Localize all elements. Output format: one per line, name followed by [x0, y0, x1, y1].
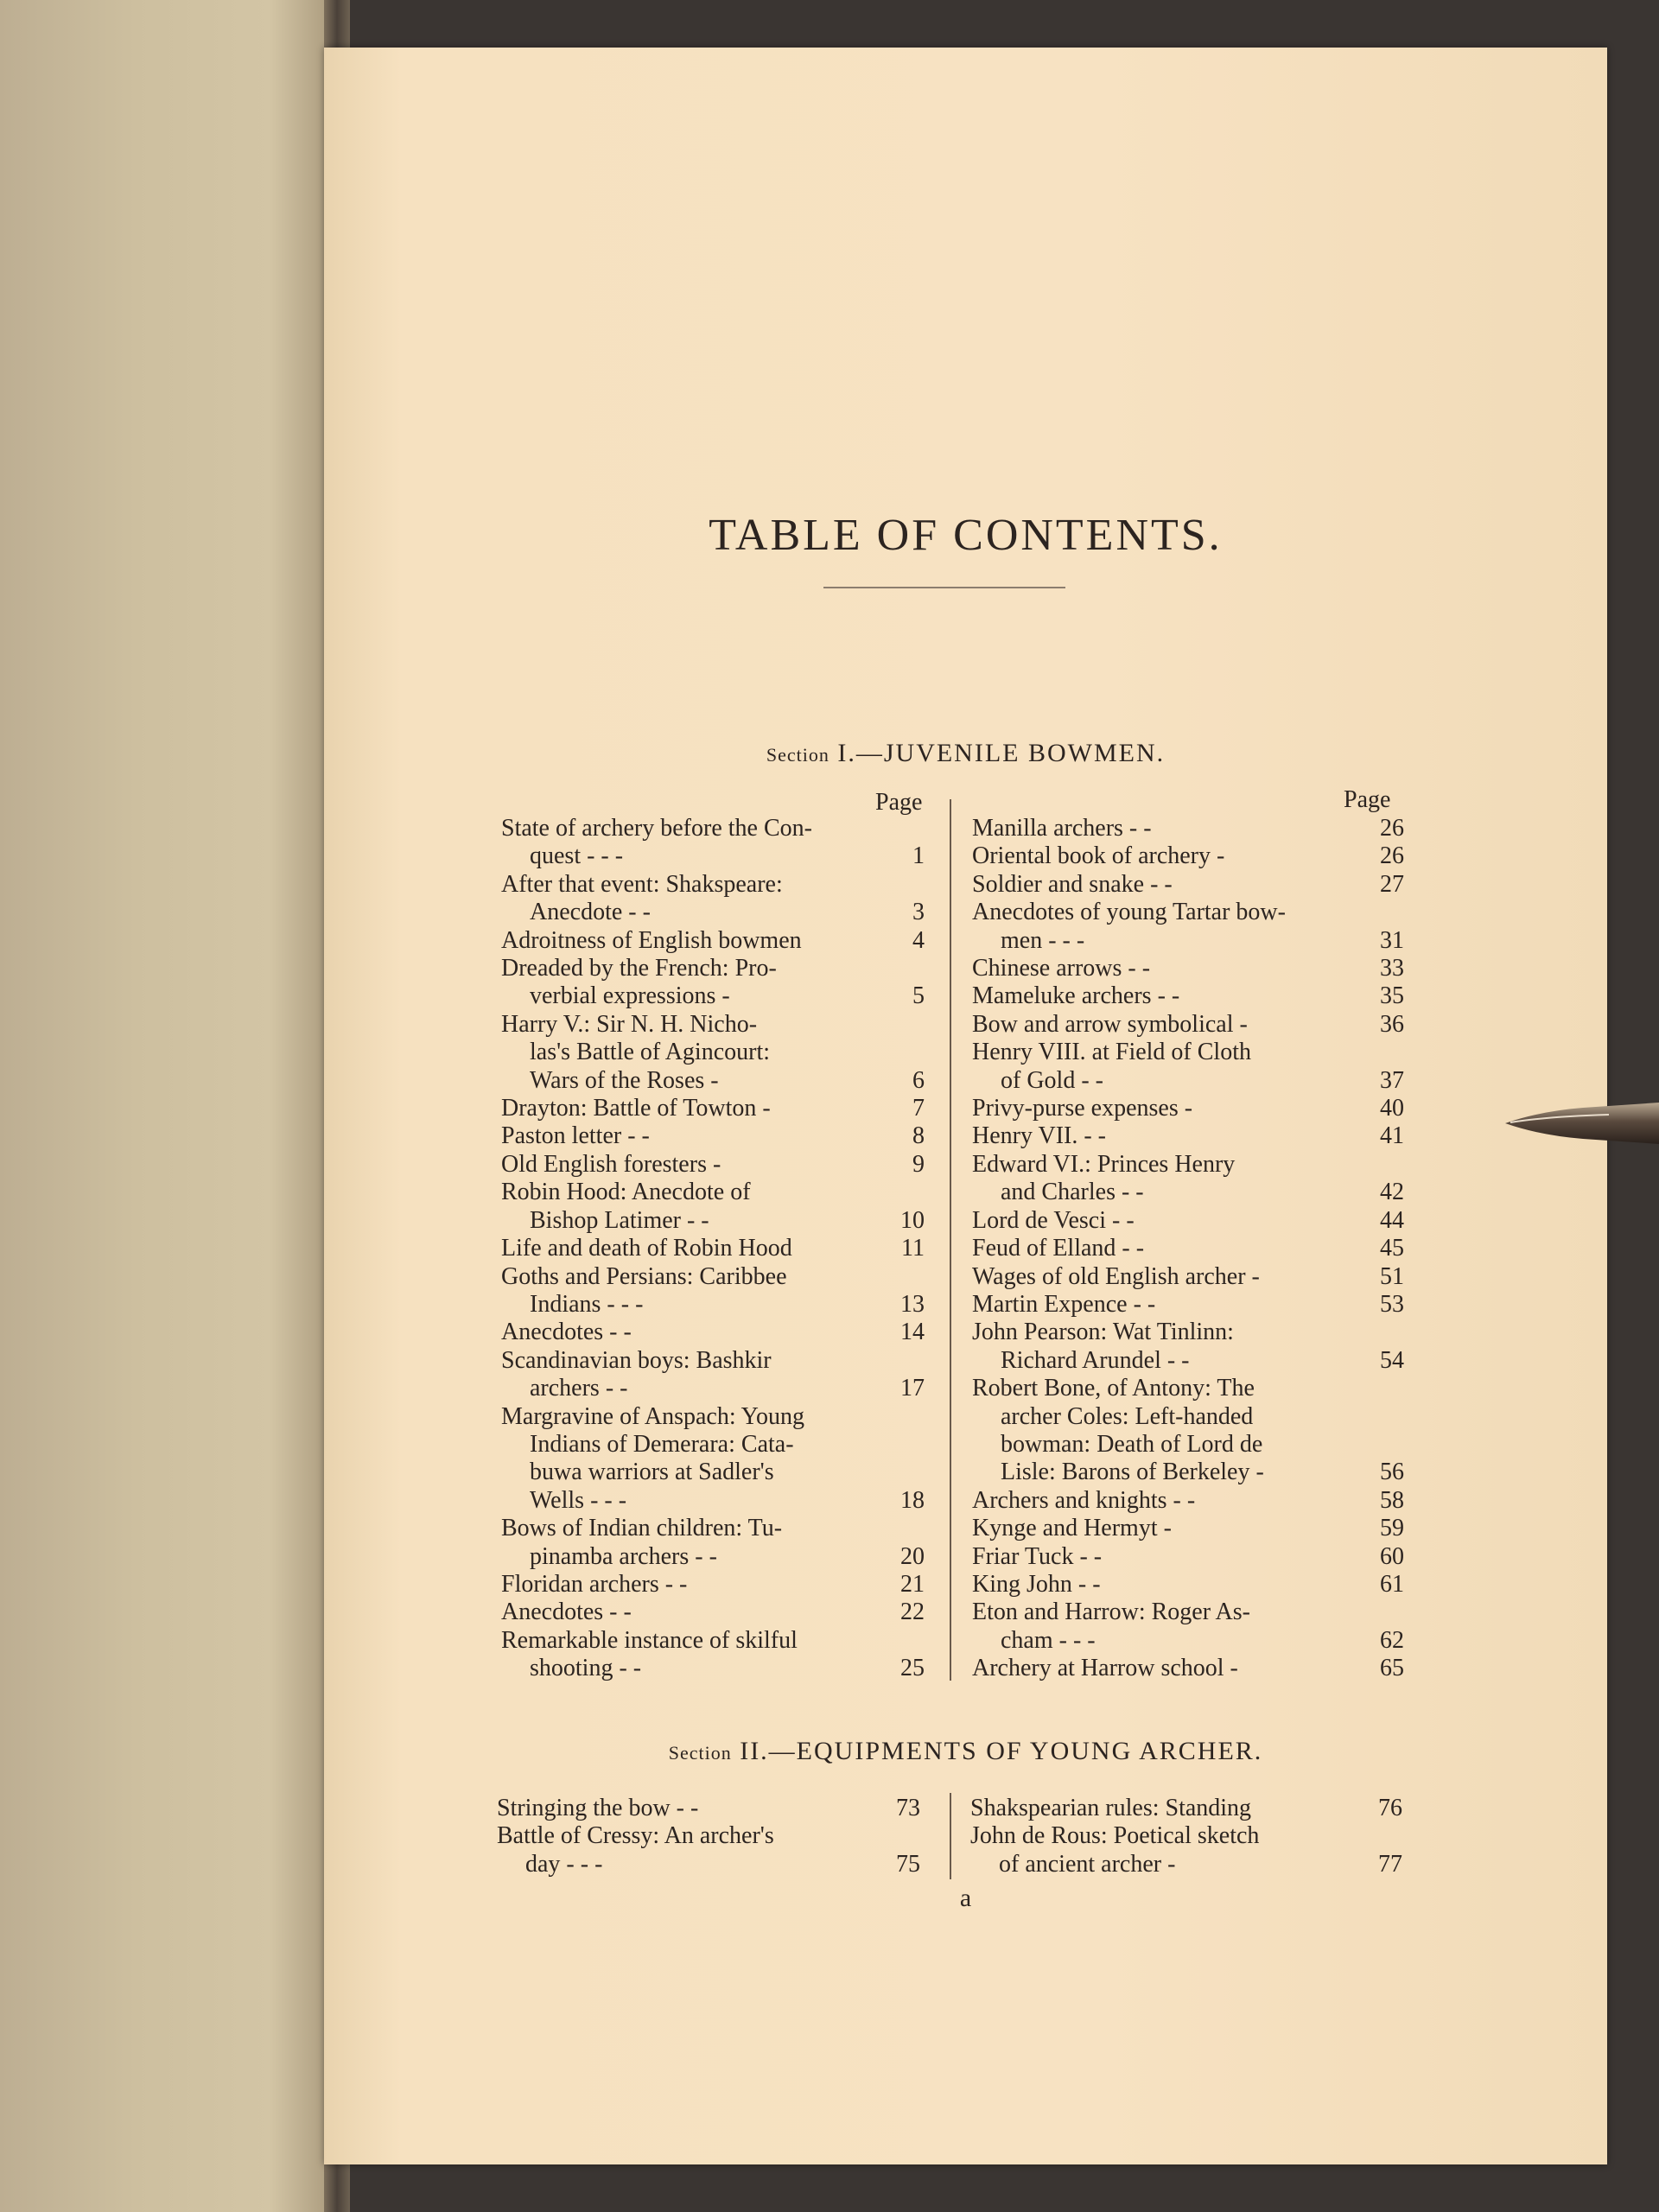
toc-right-entry — [972, 1571, 1404, 1599]
toc-line — [501, 1459, 925, 1486]
toc-left-entry — [501, 1263, 925, 1319]
toc-right-entry — [972, 842, 1404, 870]
toc-line — [501, 1515, 925, 1542]
toc-page-number: 53 — [1380, 1290, 1404, 1318]
toc-page-number: 17 — [900, 1375, 925, 1402]
toc-entry-text: bowman: Death of Lord de — [1001, 1430, 1263, 1458]
toc-left-entry — [501, 1011, 925, 1095]
toc-line — [972, 1487, 1404, 1515]
toc-line — [972, 1571, 1404, 1599]
toc-left-entry — [501, 815, 925, 871]
toc-right-entry — [972, 1543, 1404, 1571]
toc-page-number: 20 — [900, 1542, 925, 1570]
toc-line — [501, 1151, 925, 1179]
toc-entry-text: Adroitness of English bowmen — [501, 926, 802, 954]
toc-line — [501, 1403, 925, 1431]
toc-left-entry — [501, 1403, 925, 1516]
toc-right-entry — [972, 1599, 1404, 1655]
toc-right-entry — [972, 1319, 1404, 1375]
toc-line — [972, 1347, 1404, 1375]
section-2-heading — [324, 1737, 1607, 1766]
toc-line — [501, 927, 925, 955]
toc-entry-text: Lord de Vesci - - — [972, 1206, 1135, 1234]
toc-page-number: 62 — [1380, 1626, 1404, 1654]
toc-line — [501, 1599, 925, 1626]
toc-line — [972, 1122, 1404, 1150]
toc-entry-text: of Gold - - — [1001, 1066, 1103, 1094]
toc-entry-text: Manilla archers - - — [972, 815, 1152, 842]
toc-right-entry — [972, 1375, 1404, 1487]
toc-page-number: 1 — [912, 842, 925, 870]
toc-line — [972, 1291, 1404, 1319]
toc-page-number: 4 — [912, 926, 925, 954]
toc-entry-text: John de Rous: Poetical sketch — [970, 1822, 1260, 1850]
toc-line — [972, 871, 1404, 899]
toc-line — [501, 1067, 925, 1095]
toc-line — [970, 1822, 1402, 1850]
toc-line — [501, 1291, 925, 1319]
toc-page-number: 75 — [896, 1850, 920, 1878]
title-rule — [823, 587, 1065, 588]
toc-line — [972, 955, 1404, 982]
toc-right-entry — [972, 871, 1404, 899]
toc-page-number: 13 — [900, 1290, 925, 1318]
toc-line — [501, 1095, 925, 1122]
toc-page-number: 6 — [912, 1066, 925, 1094]
toc-left-entry — [501, 1599, 925, 1626]
toc-entry-text: day - - - — [525, 1850, 603, 1878]
toc-entry-text: Shakspearian rules: Standing — [970, 1795, 1252, 1821]
toc-entry-text: archers - - — [530, 1375, 628, 1402]
toc-entry-text: verbial expressions - — [530, 982, 730, 1010]
toc-page-number: 42 — [1380, 1179, 1404, 1206]
toc-entry-text: men - - - — [1001, 926, 1085, 954]
toc-page-number: 59 — [1380, 1515, 1404, 1542]
toc-right-entry — [972, 1122, 1404, 1150]
toc-entry-text: Drayton: Battle of Towton - — [501, 1095, 771, 1122]
toc-line — [501, 1655, 925, 1682]
toc-line — [501, 1543, 925, 1571]
toc-right-column — [972, 815, 1404, 1683]
toc-entry-text: Edward VI.: Princes Henry — [972, 1150, 1236, 1178]
toc-entry-text: After that event: Shakspeare: — [501, 870, 783, 898]
toc-page-number: 11 — [901, 1235, 925, 1262]
toc-left-entry — [501, 1122, 925, 1150]
toc-right-entry — [972, 1487, 1404, 1515]
toc-right-entry — [972, 1263, 1404, 1291]
toc-page-number: 7 — [912, 1095, 925, 1122]
toc-entry-text: Martin Expence - - — [972, 1290, 1156, 1318]
toc-entry-text: Eton and Harrow: Roger As- — [972, 1599, 1250, 1626]
toc-line — [972, 1067, 1404, 1095]
toc-entry-text: and Charles - - — [1001, 1179, 1144, 1206]
toc-page-number: 27 — [1380, 870, 1404, 898]
toc-entry-text: Stringing the bow - - — [497, 1795, 699, 1821]
toc-entry-text: John Pearson: Wat Tinlinn: — [972, 1319, 1234, 1346]
toc-line — [501, 1627, 925, 1655]
toc-page-number: 18 — [900, 1486, 925, 1514]
toc-right-entry — [972, 1655, 1404, 1682]
toc-entry-text: Feud of Elland - - — [972, 1235, 1145, 1262]
toc-line — [501, 1263, 925, 1291]
toc-entry-text: Paston letter - - — [501, 1122, 650, 1150]
toc-page-number: 45 — [1380, 1235, 1404, 1262]
toc-left-entry — [501, 1319, 925, 1346]
toc-page-number: 51 — [1380, 1262, 1404, 1290]
toc-entry-text: Anecdote - - — [530, 899, 651, 926]
toc-line — [501, 1235, 925, 1262]
toc-entry-text: Remarkable instance of skilful — [501, 1626, 798, 1654]
toc-s2-right-entry — [970, 1822, 1402, 1878]
toc-left-entry — [501, 955, 925, 1011]
toc-entry-text: Friar Tuck - - — [972, 1542, 1103, 1570]
toc-line — [972, 1655, 1404, 1682]
toc-left-entry — [501, 1571, 925, 1599]
toc-entry-text: Robin Hood: Anecdote of — [501, 1179, 751, 1206]
toc-line — [497, 1795, 920, 1822]
toc-line — [972, 1179, 1404, 1206]
section-1-label: Section — [766, 744, 830, 766]
toc-line — [972, 1039, 1404, 1066]
toc-left-entry — [501, 1347, 925, 1403]
toc-right-entry — [972, 1207, 1404, 1235]
toc-line — [972, 1011, 1404, 1039]
toc-line — [972, 1375, 1404, 1402]
toc-page-number: 3 — [912, 899, 925, 926]
page-label-right: Page — [1344, 786, 1391, 813]
toc-line — [501, 815, 925, 842]
toc-line — [972, 927, 1404, 955]
toc-entry-text: Archery at Harrow school - — [972, 1655, 1238, 1682]
toc-line — [972, 1515, 1404, 1542]
toc-page-number: 22 — [900, 1599, 925, 1626]
toc-line — [972, 1459, 1404, 1486]
toc-entry-text: Bows of Indian children: Tu- — [501, 1515, 783, 1542]
toc-entry-text: Battle of Cressy: An archer's — [497, 1822, 774, 1850]
toc-line — [972, 1095, 1404, 1122]
toc-entry-text: Richard Arundel - - — [1001, 1346, 1190, 1374]
toc-entry-text: Indians - - - — [530, 1290, 644, 1318]
toc-line — [501, 1487, 925, 1515]
section-2-label: Section — [668, 1742, 732, 1764]
toc-entry-text: Henry VII. - - — [972, 1122, 1106, 1150]
toc-page-number: 60 — [1380, 1542, 1404, 1570]
toc-entry-text: Dreaded by the French: Pro- — [501, 955, 777, 982]
toc-line — [501, 1122, 925, 1150]
section-1-heading — [324, 739, 1607, 768]
toc-line — [972, 1263, 1404, 1291]
toc-page-number: 37 — [1380, 1066, 1404, 1094]
toc-entry-text: Wages of old English archer - — [972, 1262, 1260, 1290]
toc-right-entry — [972, 955, 1404, 982]
toc-page-number: 54 — [1380, 1346, 1404, 1374]
toc-line — [501, 899, 925, 926]
toc-line — [970, 1795, 1402, 1822]
toc-entry-text: Floridan archers - - — [501, 1570, 688, 1598]
toc-entry-text: quest - - - — [530, 842, 624, 870]
toc-entry-text: Old English foresters - — [501, 1150, 721, 1178]
column-divider-section-2 — [950, 1793, 951, 1879]
toc-line — [972, 1151, 1404, 1179]
section-1-title: I.—JUVENILE BOWMEN. — [837, 739, 1166, 767]
toc-page-number: 56 — [1380, 1459, 1404, 1486]
toc-right-entry — [972, 1291, 1404, 1319]
toc-left-entry — [501, 927, 925, 955]
toc-line — [501, 955, 925, 982]
page-label-left: Page — [875, 789, 923, 816]
toc-entry-text: Anecdotes - - — [501, 1319, 632, 1346]
toc-page-number: 31 — [1380, 926, 1404, 954]
toc-page-number: 35 — [1380, 982, 1404, 1010]
toc-left-entry — [501, 871, 925, 927]
toc-entry-text: Anecdotes of young Tartar bow- — [972, 899, 1286, 926]
toc-entry-text: buwa warriors at Sadler's — [530, 1459, 774, 1486]
toc-page-number: 25 — [900, 1655, 925, 1682]
toc-left-entry — [501, 1095, 925, 1122]
toc-left-entry — [501, 1179, 925, 1235]
toc-line — [501, 1347, 925, 1375]
toc-page-number: 36 — [1380, 1010, 1404, 1038]
toc-s2-right-entry — [970, 1795, 1402, 1822]
toc-entry-text: pinamba archers - - — [530, 1542, 717, 1570]
toc-page-number: 61 — [1380, 1570, 1404, 1598]
toc-entry-text: Bishop Latimer - - — [530, 1206, 709, 1234]
toc-page-number: 26 — [1380, 815, 1404, 842]
toc-entry-text: State of archery before the Con- — [501, 815, 812, 842]
toc-line — [501, 1571, 925, 1599]
column-divider — [950, 799, 951, 1681]
left-page-edge — [0, 0, 337, 2212]
toc-line — [501, 871, 925, 899]
toc-line — [972, 1207, 1404, 1235]
toc-page-number: 44 — [1380, 1206, 1404, 1234]
toc-page-number: 8 — [912, 1122, 925, 1150]
toc-line — [501, 982, 925, 1010]
toc-line — [972, 899, 1404, 926]
toc-line — [972, 1431, 1404, 1459]
toc-page-number: 76 — [1378, 1795, 1402, 1821]
toc-entry-text: las's Battle of Agincourt: — [530, 1039, 771, 1066]
toc-entry-text: Oriental book of archery - — [972, 842, 1225, 870]
toc-right-entry — [972, 1039, 1404, 1095]
toc-entry-text: cham - - - — [1001, 1626, 1096, 1654]
toc-entry-text: Chinese arrows - - — [972, 955, 1151, 982]
toc-right-entry — [972, 815, 1404, 842]
toc-entry-text: Wells - - - — [530, 1486, 627, 1514]
toc-right-entry — [972, 1151, 1404, 1207]
toc-line — [972, 842, 1404, 870]
toc-line — [972, 1627, 1404, 1655]
toc-section-2-left-column — [497, 1795, 920, 1878]
toc-line — [972, 982, 1404, 1010]
toc-page-number: 40 — [1380, 1095, 1404, 1122]
toc-line — [970, 1851, 1402, 1878]
toc-entry-text: Mameluke archers - - — [972, 982, 1180, 1010]
toc-entry-text: Harry V.: Sir N. H. Nicho- — [501, 1010, 758, 1038]
toc-line — [972, 1599, 1404, 1626]
toc-right-entry — [972, 1011, 1404, 1039]
toc-entry-text: Bow and arrow symbolical - — [972, 1010, 1248, 1038]
toc-page-number: 21 — [900, 1570, 925, 1598]
toc-line — [501, 1179, 925, 1206]
toc-entry-text: Lisle: Barons of Berkeley - — [1001, 1459, 1264, 1486]
toc-entry-text: Privy-purse expenses - — [972, 1095, 1193, 1122]
toc-entry-text: Archers and knights - - — [972, 1486, 1196, 1514]
toc-entry-text: archer Coles: Left-handed — [1001, 1402, 1254, 1430]
toc-line — [972, 1235, 1404, 1262]
page-title: TABLE OF CONTENTS. — [709, 511, 1223, 560]
toc-section-2-right-column — [970, 1795, 1402, 1878]
toc-line — [501, 1431, 925, 1459]
toc-page-number: 65 — [1380, 1655, 1404, 1682]
toc-right-entry — [972, 1235, 1404, 1262]
toc-line — [972, 815, 1404, 842]
toc-entry-text: Robert Bone, of Antony: The — [972, 1375, 1255, 1402]
toc-right-entry — [972, 899, 1404, 955]
section-2-title: II.—EQUIPMENTS OF YOUNG ARCHER. — [740, 1737, 1263, 1765]
toc-right-entry — [972, 1515, 1404, 1542]
toc-entry-text: Goths and Persians: Caribbee — [501, 1262, 787, 1290]
toc-entry-text: Kynge and Hermyt - — [972, 1515, 1172, 1542]
toc-line — [501, 1207, 925, 1235]
book-page — [324, 48, 1607, 2164]
toc-right-entry — [972, 982, 1404, 1010]
toc-entry-text: Wars of the Roses - — [530, 1066, 719, 1094]
toc-page-number: 5 — [912, 982, 925, 1010]
signature-mark: a — [959, 1884, 972, 1912]
toc-page-number: 33 — [1380, 955, 1404, 982]
toc-page-number: 9 — [912, 1150, 925, 1178]
toc-page-number: 41 — [1380, 1122, 1404, 1150]
toc-line — [501, 1011, 925, 1039]
toc-entry-text: of ancient archer - — [999, 1850, 1176, 1878]
toc-s2-left-entry — [497, 1795, 920, 1822]
toc-left-entry — [501, 1235, 925, 1262]
toc-page-number: 77 — [1378, 1850, 1402, 1878]
toc-page-number: 73 — [896, 1795, 920, 1821]
toc-entry-text: shooting - - — [530, 1655, 642, 1682]
toc-s2-left-entry — [497, 1822, 920, 1878]
toc-left-entry — [501, 1627, 925, 1683]
toc-page-number: 58 — [1380, 1486, 1404, 1514]
toc-page-number: 14 — [900, 1319, 925, 1346]
toc-line — [497, 1822, 920, 1850]
toc-entry-text: King John - - — [972, 1570, 1101, 1598]
toc-left-column — [501, 815, 925, 1683]
toc-line — [497, 1851, 920, 1878]
toc-entry-text: Anecdotes - - — [501, 1599, 632, 1626]
toc-line — [501, 842, 925, 870]
toc-line — [972, 1403, 1404, 1431]
toc-line — [972, 1319, 1404, 1346]
toc-entry-text: Soldier and snake - - — [972, 870, 1173, 898]
toc-entry-text: Margravine of Anspach: Young — [501, 1402, 805, 1430]
toc-line — [972, 1543, 1404, 1571]
toc-entry-text: Scandinavian boys: Bashkir — [501, 1346, 772, 1374]
toc-page-number: 10 — [900, 1206, 925, 1234]
toc-left-entry — [501, 1151, 925, 1179]
toc-right-entry — [972, 1095, 1404, 1122]
toc-entry-text: Indians of Demerara: Cata- — [530, 1430, 794, 1458]
toc-entry-text: Henry VIII. at Field of Cloth — [972, 1039, 1251, 1066]
toc-line — [501, 1375, 925, 1402]
toc-line — [501, 1039, 925, 1066]
toc-page-number: 26 — [1380, 842, 1404, 870]
toc-line — [501, 1319, 925, 1346]
pen-tip-icon — [1505, 1099, 1659, 1147]
toc-entry-text: Life and death of Robin Hood — [501, 1235, 792, 1262]
toc-left-entry — [501, 1515, 925, 1571]
